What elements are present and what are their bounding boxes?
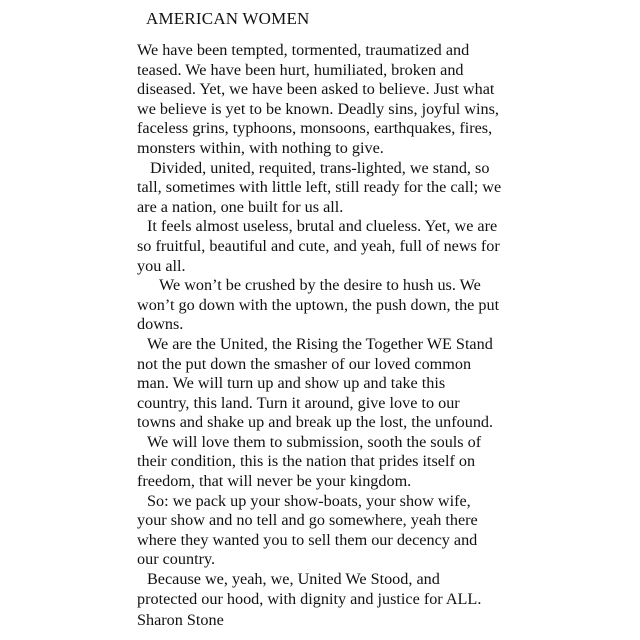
poem-title: AMERICAN WOMEN bbox=[146, 9, 310, 28]
poem-line: country, this land. Turn it around, give love to our bbox=[137, 393, 460, 412]
poem-author: Sharon Stone bbox=[137, 611, 224, 629]
poem-line: protected our hood, with dignity and justice for ALL. bbox=[137, 589, 482, 608]
poem-line: We will love them to submission, sooth the souls of bbox=[147, 432, 482, 451]
poem-line: not the put down the smasher of our loved common bbox=[137, 354, 472, 373]
poem-line: diseased. Yet, we have been asked to believe. Just what bbox=[137, 80, 495, 99]
poem-line: faceless grins, typhoons, monsoons, earthquakes, fires, bbox=[137, 119, 493, 138]
poem-line: It feels almost useless, brutal and clueless. Yet, we are bbox=[147, 217, 498, 236]
poem-line: We are the United, the Rising the Together WE Stand bbox=[147, 334, 493, 353]
poem-line: so fruitful, beautiful and cute, and yeah, full of news for bbox=[137, 236, 500, 255]
poem-line: you all. bbox=[137, 256, 186, 275]
poem-line: man. We will turn up and show up and take this bbox=[137, 374, 446, 393]
poem-line: We won’t be crushed by the desire to hush us. We bbox=[159, 276, 481, 295]
poem-line: Divided, united, requited, trans-lighted, we stand, so bbox=[150, 158, 490, 177]
poem-line: your show and no tell and go somewhere, yeah there bbox=[137, 511, 478, 530]
poem-line: where they wanted you to sell them our decency and bbox=[137, 530, 478, 549]
poem-line: towns and shake up and break up the lost, the unfound. bbox=[137, 413, 494, 432]
poem-line: tall, sometimes with little left, still ready for the call; we bbox=[137, 178, 502, 197]
poem-line: So: we pack up your show-boats, your show wife, bbox=[147, 491, 471, 510]
poem-line: teased. We have been hurt, humiliated, broken and bbox=[137, 60, 464, 79]
poem-line: monsters within, with nothing to give. bbox=[137, 138, 384, 157]
poem-line: won’t go down with the uptown, the push down, the put bbox=[137, 295, 500, 314]
poem-line: downs. bbox=[137, 315, 184, 334]
poem-line: we believe is yet to be known. Deadly sins, joyful wins, bbox=[137, 99, 499, 118]
poem-line: their condition, this is the nation that prides itself on bbox=[137, 452, 476, 471]
poem-line: are a nation, one built for us all. bbox=[137, 197, 344, 216]
poem-line: freedom, that will never be your kingdom. bbox=[137, 472, 412, 491]
poem-line: We have been tempted, tormented, traumatized and bbox=[137, 41, 470, 59]
poem-body bbox=[137, 41, 512, 609]
poem-line: Because we, yeah, we, United We Stood, and bbox=[147, 570, 440, 589]
poem-line: our country. bbox=[137, 550, 216, 569]
